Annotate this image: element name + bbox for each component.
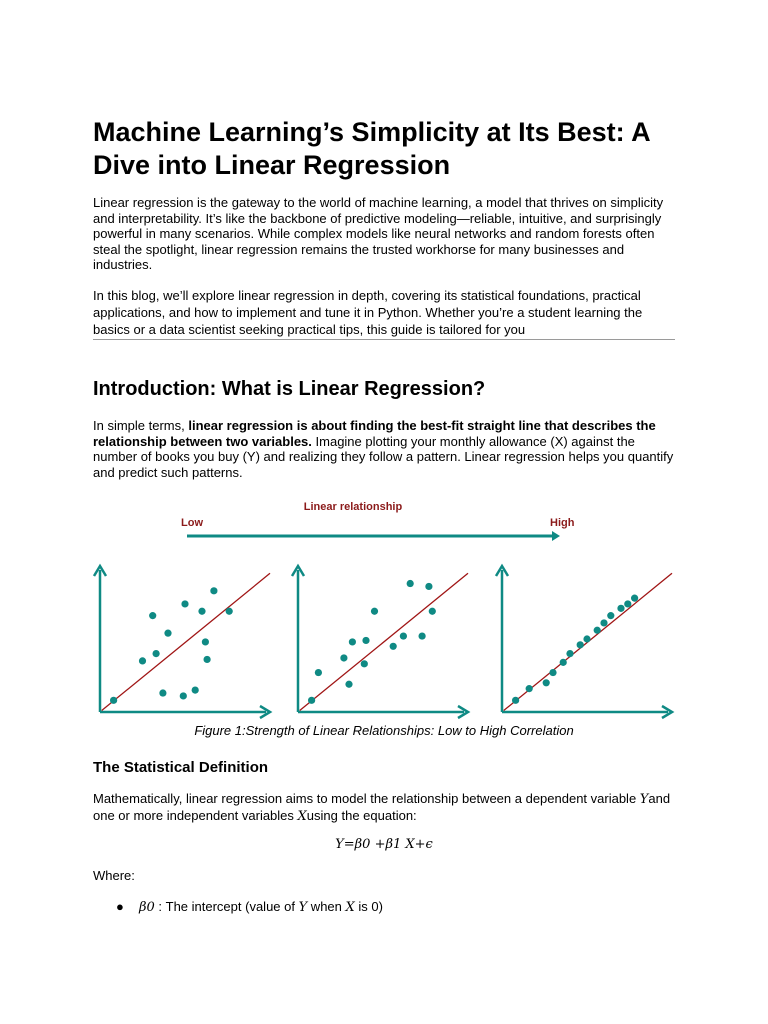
stat-text-a: Mathematically, linear regression aims to model the relationship between a dependent variable	[93, 791, 640, 806]
data-point	[390, 643, 397, 650]
data-point	[202, 638, 209, 645]
data-point	[407, 580, 414, 587]
intro-lead-text: In simple terms,	[93, 418, 189, 433]
data-point	[180, 692, 187, 699]
data-point	[560, 659, 567, 666]
data-point	[204, 656, 211, 663]
definition-bullet-list	[93, 899, 383, 915]
bullet-text-2: when	[307, 899, 346, 914]
page-title: Machine Learning’s Simplicity at Its Best: A Dive into Linear Regression	[93, 117, 650, 180]
data-point	[594, 627, 601, 634]
data-point	[549, 669, 556, 676]
figure-caption: Figure 1:Strength of Linear Relationships: Low to High Correlation	[194, 723, 574, 738]
section-heading-introduction: Introduction: What is Linear Regression?	[93, 378, 486, 400]
linear-relationship-figure	[88, 494, 688, 724]
data-point	[181, 600, 188, 607]
bullet-var-y: Y	[298, 900, 308, 915]
data-point	[153, 650, 160, 657]
figure-low-label: Low	[181, 517, 203, 529]
data-point	[631, 595, 638, 602]
fit-line-2	[300, 573, 468, 710]
data-point	[624, 600, 631, 607]
figure-header-label: Linear relationship	[303, 501, 403, 513]
intro-paragraph-1: Linear regression is the gateway to the world of machine learning, a model that thrives on simplicity and interpretability. It’s like the backbone of predictive modeling—reliable, intuitive, and surprisingly powerful in many scenarios. While complex models like neural networks and random forests often steal the spotlight, linear regression remains the trusted workhorse for many businesses and industries.	[93, 195, 664, 273]
data-point	[419, 632, 426, 639]
statistical-definition-paragraph	[93, 791, 677, 824]
variable-x: X	[297, 808, 307, 824]
figure-high-label: High	[550, 517, 575, 529]
data-point	[226, 608, 233, 615]
data-point	[340, 654, 347, 661]
data-point	[164, 630, 171, 637]
correlation-strength-arrow	[187, 531, 560, 541]
data-point	[566, 650, 573, 657]
where-label: Where:	[93, 868, 135, 883]
data-point	[512, 697, 519, 704]
fit-line-1	[102, 573, 270, 710]
horizontal-divider	[93, 339, 675, 340]
scatter-plots-group	[94, 566, 672, 718]
data-point	[345, 681, 352, 688]
data-point	[607, 612, 614, 619]
data-point	[526, 685, 533, 692]
data-point	[362, 637, 369, 644]
section-heading-statistical-definition: The Statistical Definition	[93, 759, 269, 776]
data-point	[210, 587, 217, 594]
stat-text-c: using the equation:	[306, 807, 417, 823]
data-point	[600, 619, 607, 626]
data-point	[139, 657, 146, 664]
bullet-text-3: is 0)	[354, 899, 383, 914]
data-point	[361, 660, 368, 667]
intercept-symbol: β0	[139, 900, 155, 915]
data-point	[149, 612, 156, 619]
data-point	[429, 608, 436, 615]
data-point	[583, 635, 590, 642]
data-point	[159, 689, 166, 696]
data-point	[577, 641, 584, 648]
intro-rest-text: Imagine plotting your monthly allowance (X) against the number of books you buy (Y) and realizing they follow a pattern. Linear regression helps you quantify and predict such patterns.	[93, 433, 674, 480]
data-point	[425, 583, 432, 590]
bullet-icon: ●	[116, 899, 124, 914]
data-point	[198, 608, 205, 615]
data-point	[110, 697, 117, 704]
variable-y: Y	[639, 792, 649, 807]
introduction-paragraph	[93, 418, 677, 480]
data-point	[400, 632, 407, 639]
data-point	[308, 697, 315, 704]
data-point	[371, 608, 378, 615]
data-point	[617, 605, 624, 612]
bullet-text-1: : The intercept (value of	[154, 899, 299, 914]
bullet-var-x: X	[345, 900, 355, 915]
intro-bold-definition: linear regression is about finding the best-fit straight line that describes the relationship between two variables.	[93, 418, 656, 449]
regression-equation: Y=β0 +β1 X+ϵ	[335, 837, 433, 852]
data-point	[192, 687, 199, 694]
intro-paragraph-2: In this blog, we’ll explore linear regression in depth, covering its statistical foundations, practical applications, and how to implement and tune it in Python. Whether you’re a student learning the basics or a data scientist seeking practical tips, this guide is tailored for you	[93, 288, 643, 337]
stat-text-b: and one or more independent variables	[93, 791, 671, 823]
data-point	[315, 669, 322, 676]
data-point	[543, 679, 550, 686]
data-point	[349, 638, 356, 645]
list-item	[93, 899, 383, 915]
